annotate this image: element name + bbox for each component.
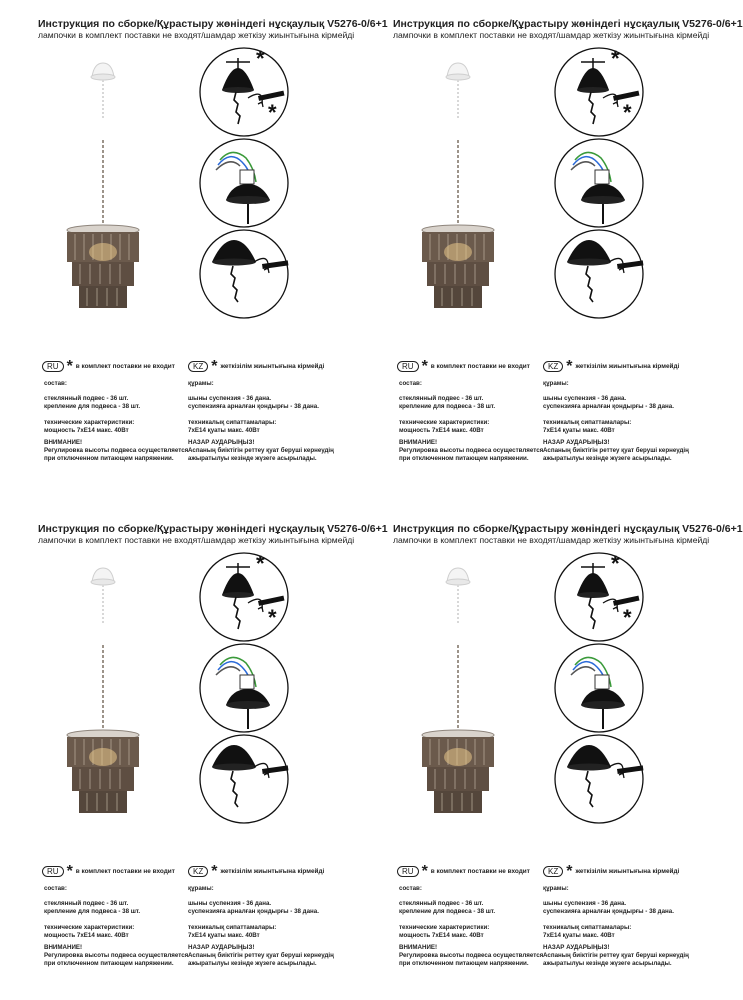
svg-text:*: * bbox=[268, 100, 277, 125]
step-canopy-circle bbox=[555, 230, 643, 318]
chandelier-illustration bbox=[422, 140, 494, 308]
ru-warning-heading: ВНИМАНИЕ! bbox=[44, 944, 83, 951]
kz-composition-heading: құрамы: bbox=[543, 380, 569, 387]
step-wiring-circle bbox=[200, 139, 288, 227]
kz-line-2: суспензияға арналған қондырғы - 38 дана. bbox=[188, 908, 319, 915]
kz-badge: KZ bbox=[188, 866, 208, 877]
kz-composition-heading: құрамы: bbox=[188, 380, 214, 387]
svg-text:*: * bbox=[611, 46, 620, 71]
ru-lead: в комплект поставки не входит bbox=[75, 362, 175, 370]
step-hook-circle bbox=[200, 46, 288, 136]
ru-line-2: крепление для подвеса - 38 шт. bbox=[44, 403, 141, 410]
kz-specs-heading: техникалық сипаттамалары: bbox=[543, 419, 632, 426]
kz-line-5: ажыратылуы кезінде жүзеге асырылады. bbox=[188, 455, 317, 462]
ru-warning-heading: ВНИМАНИЕ! bbox=[44, 439, 83, 446]
kz-badge: KZ bbox=[188, 361, 208, 372]
kz-line-3: 7xE14 қуаты макс. 40Вт bbox=[543, 427, 615, 434]
kz-line-4: Аспаның биіктігін реттеу қуат беруші кернеудің bbox=[543, 952, 689, 959]
kz-line-1: шыны суспензия - 36 дана. bbox=[188, 900, 272, 907]
kz-line-5: ажыратылуы кезінде жүзеге асырылады. bbox=[543, 455, 672, 462]
chandelier-illustration bbox=[67, 140, 139, 308]
chandelier-illustration bbox=[67, 645, 139, 813]
ru-line-2: крепление для подвеса - 38 шт. bbox=[399, 908, 496, 915]
kz-line-1: шыны суспензия - 36 дана. bbox=[543, 395, 627, 402]
ru-specs-heading: технические характеристики: bbox=[399, 419, 490, 426]
asterisk-icon: * bbox=[566, 357, 573, 375]
ru-warning-heading: ВНИМАНИЕ! bbox=[399, 944, 438, 951]
ru-line-4: Регулировка высоты подвеса осуществляется bbox=[44, 952, 189, 959]
kz-specs-heading: техникалық сипаттамалары: bbox=[543, 924, 632, 931]
ru-lead: в комплект поставки не входит bbox=[430, 867, 530, 875]
kz-line-2: суспензияға арналған қондырғы - 38 дана. bbox=[543, 908, 674, 915]
ru-line-1: стеклянный подвес - 36 шт. bbox=[399, 395, 484, 402]
kz-line-4: Аспаның биіктігін реттеу қуат беруші кернеудің bbox=[543, 447, 689, 454]
ru-line-3: мощность 7xE14 макс. 40Вт bbox=[399, 427, 484, 434]
sheet-subtitle: лампочки в комплект поставки не входят/шамдар жеткізу жиынтығына кірмейді bbox=[38, 30, 355, 40]
instruction-sheet-2 bbox=[355, 0, 743, 490]
kz-badge: KZ bbox=[543, 361, 563, 372]
kz-lead: жеткізілім жиынтығына кірмейді bbox=[220, 867, 325, 875]
ru-lead: в комплект поставки не входит bbox=[430, 362, 530, 370]
ru-line-5: при отключенном питающем напряжении. bbox=[399, 960, 529, 967]
svg-text:*: * bbox=[623, 605, 632, 630]
ru-header bbox=[42, 862, 175, 880]
kz-warning-heading: НАЗАР АУДАРЫҢЫЗ! bbox=[543, 944, 610, 951]
ru-warning-heading: ВНИМАНИЕ! bbox=[399, 439, 438, 446]
kz-composition-heading: құрамы: bbox=[188, 885, 214, 892]
step-wiring-circle bbox=[555, 139, 643, 227]
asterisk-icon: * bbox=[211, 357, 218, 375]
ru-specs-heading: технические характеристики: bbox=[44, 924, 135, 931]
ru-badge: RU bbox=[42, 866, 64, 877]
kz-line-4: Аспаның биіктігін реттеу қуат беруші кернеудің bbox=[188, 952, 334, 959]
asterisk-icon: * bbox=[211, 862, 218, 880]
kz-warning-heading: НАЗАР АУДАРЫҢЫЗ! bbox=[543, 439, 610, 446]
kz-specs-heading: техникалық сипаттамалары: bbox=[188, 924, 277, 931]
step-wiring-circle bbox=[555, 644, 643, 732]
kz-header bbox=[188, 862, 325, 880]
asterisk-icon: * bbox=[66, 862, 73, 880]
ru-line-4: Регулировка высоты подвеса осуществляется bbox=[44, 447, 189, 454]
kz-warning-heading: НАЗАР АУДАРЫҢЫЗ! bbox=[188, 944, 255, 951]
ru-composition-heading: состав: bbox=[399, 885, 422, 892]
kz-warning-heading: НАЗАР АУДАРЫҢЫЗ! bbox=[188, 439, 255, 446]
ru-composition-heading: состав: bbox=[399, 380, 422, 387]
step-hook-circle bbox=[555, 551, 643, 641]
svg-text:*: * bbox=[256, 551, 265, 576]
asterisk-icon: * bbox=[421, 862, 428, 880]
ru-line-1: стеклянный подвес - 36 шт. bbox=[44, 900, 129, 907]
assembly-illustrations bbox=[0, 505, 340, 845]
ru-specs-heading: технические характеристики: bbox=[399, 924, 490, 931]
step-canopy-circle bbox=[200, 230, 288, 318]
step-canopy-circle bbox=[555, 735, 643, 823]
sheet-title: Инструкция по сборке/Құрастыру жөніндегі нұсқаулық V5276-0/6+1 bbox=[38, 18, 388, 30]
kz-line-1: шыны суспензия - 36 дана. bbox=[543, 900, 627, 907]
kz-specs-heading: техникалық сипаттамалары: bbox=[188, 419, 277, 426]
ru-badge: RU bbox=[397, 361, 419, 372]
ceiling-cup-illustration bbox=[446, 63, 470, 120]
kz-composition-heading: құрамы: bbox=[543, 885, 569, 892]
ru-line-1: стеклянный подвес - 36 шт. bbox=[44, 395, 129, 402]
sheet-subtitle: лампочки в комплект поставки не входят/шамдар жеткізу жиынтығына кірмейді bbox=[393, 535, 710, 545]
sheet-title: Инструкция по сборке/Құрастыру жөніндегі нұсқаулық V5276-0/6+1 bbox=[393, 523, 743, 535]
svg-text:*: * bbox=[623, 100, 632, 125]
ru-line-1: стеклянный подвес - 36 шт. bbox=[399, 900, 484, 907]
step-hook-circle bbox=[200, 551, 288, 641]
instruction-sheet-3 bbox=[0, 505, 388, 995]
asterisk-icon: * bbox=[66, 357, 73, 375]
kz-line-5: ажыратылуы кезінде жүзеге асырылады. bbox=[188, 960, 317, 967]
ru-composition-heading: состав: bbox=[44, 885, 67, 892]
kz-line-5: ажыратылуы кезінде жүзеге асырылады. bbox=[543, 960, 672, 967]
kz-line-2: суспензияға арналған қондырғы - 38 дана. bbox=[543, 403, 674, 410]
asterisk-icon: * bbox=[566, 862, 573, 880]
ru-header bbox=[397, 862, 530, 880]
ceiling-cup-illustration bbox=[446, 568, 470, 625]
assembly-illustrations bbox=[355, 0, 695, 340]
kz-line-3: 7xE14 қуаты макс. 40Вт bbox=[543, 932, 615, 939]
ru-lead: в комплект поставки не входит bbox=[75, 867, 175, 875]
assembly-illustrations bbox=[0, 0, 340, 340]
ru-line-5: при отключенном питающем напряжении. bbox=[44, 960, 174, 967]
svg-text:*: * bbox=[256, 46, 265, 71]
chandelier-illustration bbox=[422, 645, 494, 813]
kz-line-2: суспензияға арналған қондырғы - 38 дана. bbox=[188, 403, 319, 410]
ru-badge: RU bbox=[397, 866, 419, 877]
ru-line-2: крепление для подвеса - 38 шт. bbox=[44, 908, 141, 915]
ru-header bbox=[397, 357, 530, 375]
ru-specs-heading: технические характеристики: bbox=[44, 419, 135, 426]
sheet-subtitle: лампочки в комплект поставки не входят/шамдар жеткізу жиынтығына кірмейді bbox=[393, 30, 710, 40]
kz-line-1: шыны суспензия - 36 дана. bbox=[188, 395, 272, 402]
assembly-illustrations bbox=[355, 505, 695, 845]
kz-line-3: 7xE14 қуаты макс. 40Вт bbox=[188, 427, 260, 434]
ru-line-4: Регулировка высоты подвеса осуществляется bbox=[399, 952, 544, 959]
ru-line-3: мощность 7xE14 макс. 40Вт bbox=[399, 932, 484, 939]
ru-line-5: при отключенном питающем напряжении. bbox=[399, 455, 529, 462]
kz-lead: жеткізілім жиынтығына кірмейді bbox=[575, 362, 680, 370]
svg-text:*: * bbox=[268, 605, 277, 630]
sheet-title: Инструкция по сборке/Құрастыру жөніндегі нұсқаулық V5276-0/6+1 bbox=[393, 18, 743, 30]
ru-line-2: крепление для подвеса - 38 шт. bbox=[399, 403, 496, 410]
kz-badge: KZ bbox=[543, 866, 563, 877]
kz-line-3: 7xE14 қуаты макс. 40Вт bbox=[188, 932, 260, 939]
step-hook-circle bbox=[555, 46, 643, 136]
ru-header bbox=[42, 357, 175, 375]
step-wiring-circle bbox=[200, 644, 288, 732]
kz-lead: жеткізілім жиынтығына кірмейді bbox=[575, 867, 680, 875]
svg-text:*: * bbox=[611, 551, 620, 576]
step-canopy-circle bbox=[200, 735, 288, 823]
ceiling-cup-illustration bbox=[91, 568, 115, 625]
ceiling-cup-illustration bbox=[91, 63, 115, 120]
kz-line-4: Аспаның биіктігін реттеу қуат беруші кернеудің bbox=[188, 447, 334, 454]
sheet-subtitle: лампочки в комплект поставки не входят/шамдар жеткізу жиынтығына кірмейді bbox=[38, 535, 355, 545]
kz-header bbox=[188, 357, 325, 375]
asterisk-icon: * bbox=[421, 357, 428, 375]
sheet-title: Инструкция по сборке/Құрастыру жөніндегі нұсқаулық V5276-0/6+1 bbox=[38, 523, 388, 535]
kz-header bbox=[543, 862, 680, 880]
ru-badge: RU bbox=[42, 361, 64, 372]
kz-lead: жеткізілім жиынтығына кірмейді bbox=[220, 362, 325, 370]
kz-header bbox=[543, 357, 680, 375]
ru-composition-heading: состав: bbox=[44, 380, 67, 387]
ru-line-5: при отключенном питающем напряжении. bbox=[44, 455, 174, 462]
instruction-sheet-1 bbox=[0, 0, 388, 490]
ru-line-3: мощность 7xE14 макс. 40Вт bbox=[44, 427, 129, 434]
ru-line-3: мощность 7xE14 макс. 40Вт bbox=[44, 932, 129, 939]
ru-line-4: Регулировка высоты подвеса осуществляется bbox=[399, 447, 544, 454]
instruction-sheet-4 bbox=[355, 505, 743, 995]
